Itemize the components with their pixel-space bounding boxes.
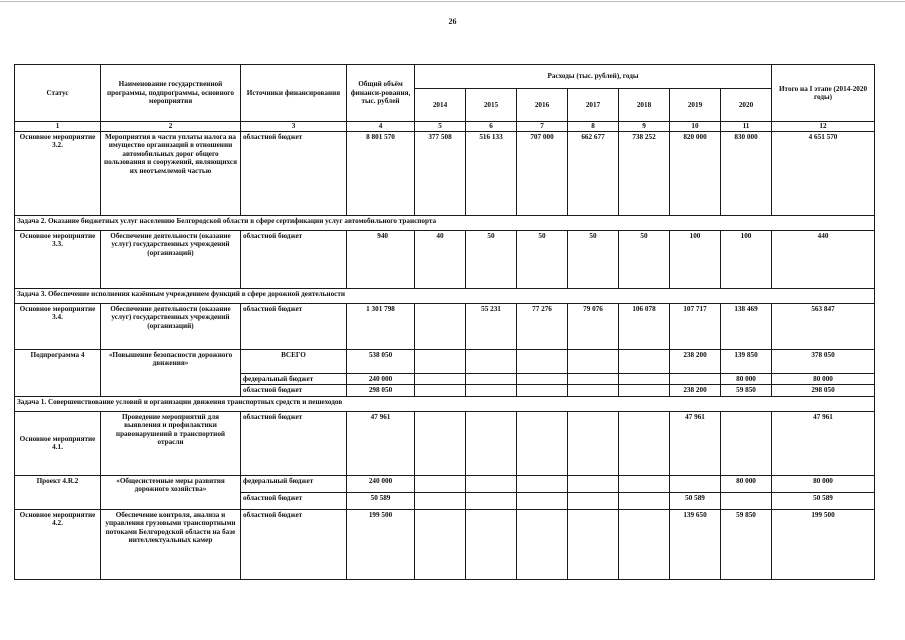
row-value [619,492,670,509]
row-status: Основное мероприятие 3.4. [15,304,101,350]
row-total: 940 [347,231,415,289]
row-source: областной бюджет [241,231,347,289]
row-stage: 47 961 [772,411,875,475]
header-row [15,65,875,89]
row-value: 738 252 [619,132,670,216]
row-value: 107 717 [670,304,721,350]
row-stage: 440 [772,231,875,289]
row-status: Подпрограмма 4 [15,350,101,397]
row-value: 55 231 [466,304,517,350]
row-status: Основное мероприятие 3.2. [15,132,101,216]
top-rule [0,1,905,2]
column-number: 8 [568,122,619,132]
row-source: областной бюджет [241,509,347,579]
row-source: ВСЕГО [241,350,347,374]
page-number: 26 [448,17,457,26]
row-stage: 199 500 [772,509,875,579]
row-stage: 563 847 [772,304,875,350]
row-value [415,385,466,396]
row-total: 8 801 570 [347,132,415,216]
row-value [568,385,619,396]
column-number: 9 [619,122,670,132]
row-value: 47 961 [670,411,721,475]
row-source: областной бюджет [241,385,347,396]
row-status: Основное мероприятие 4.2. [15,509,101,579]
row-status: Проект 4.R.2 [15,475,101,509]
row-total: 538 050 [347,350,415,374]
row-value [415,374,466,385]
section-row-task3 [15,289,875,304]
row-value [619,350,670,374]
row-value: 139 650 [670,509,721,579]
row-value: 79 076 [568,304,619,350]
column-number: 4 [347,122,415,132]
row-value: 100 [721,231,772,289]
header-year: 2018 [619,89,670,122]
row-name: Обеспечение контроля, анализа и управления грузовыми транспортными потоками Белгородской области на базе интеллектуальных камер [101,509,241,579]
header-year: 2016 [517,89,568,122]
row-value [415,492,466,509]
row-source: областной бюджет [241,132,347,216]
row-value [619,509,670,579]
row-value [466,411,517,475]
column-number: 7 [517,122,568,132]
row-value [517,350,568,374]
row-total: 240 000 [347,374,415,385]
row-value: 50 [568,231,619,289]
row-value: 50 [466,231,517,289]
column-number: 2 [101,122,241,132]
row-value [466,374,517,385]
table-row-m32 [15,132,875,216]
section-title: Задача 1. Совершенствование условий и организации движения транспортных средств и пешеходов [15,396,875,411]
row-value: 77 276 [517,304,568,350]
row-value [517,374,568,385]
row-name: Проведение мероприятий для выявления и профилактики правонарушений в транспортной отрасли [101,411,241,475]
row-value [517,492,568,509]
header-year: 2020 [721,89,772,122]
row-name: Обеспечение деятельности (оказание услуг) государственных учреждений (организаций) [101,231,241,289]
row-value: 100 [670,231,721,289]
budget-table [14,64,875,580]
row-value [619,411,670,475]
header-year: 2017 [568,89,619,122]
row-value [415,304,466,350]
column-number: 5 [415,122,466,132]
row-value [466,385,517,396]
row-value: 820 000 [670,132,721,216]
row-status: Основное мероприятие 4.1. [15,411,101,475]
row-source: федеральный бюджет [241,475,347,492]
row-value [517,385,568,396]
row-value: 50 [517,231,568,289]
row-value [415,350,466,374]
row-name: Мероприятия в части уплаты налога на имущество организаций в отношении автомобильных дорог общего пользования и сооружений, являющихся их неотъемлемой частью [101,132,241,216]
header-status: Статус [15,65,101,122]
header-stage-total: Итого на I этапе (2014-2020 годы) [772,65,875,122]
row-stage: 298 050 [772,385,875,396]
row-value: 138 469 [721,304,772,350]
row-stage: 80 000 [772,475,875,492]
row-total: 47 961 [347,411,415,475]
row-value: 59 850 [721,385,772,396]
row-value [670,374,721,385]
table-row-m33 [15,231,875,289]
row-value [568,509,619,579]
row-name: «Повышение безопасности дорожного движения» [101,350,241,397]
row-value [568,350,619,374]
row-name: «Общесистемные меры развития дорожного хозяйства» [101,475,241,509]
row-source: областной бюджет [241,304,347,350]
row-value [517,509,568,579]
row-value: 80 000 [721,475,772,492]
column-number: 3 [241,122,347,132]
row-total: 199 500 [347,509,415,579]
row-name: Обеспечение деятельности (оказание услуг) государственных учреждений (организаций) [101,304,241,350]
row-value: 516 133 [466,132,517,216]
row-value: 377 508 [415,132,466,216]
header-total: Общий объём финанси-рования, тыс. рублей [347,65,415,122]
column-number: 11 [721,122,772,132]
row-source: областной бюджет [241,492,347,509]
row-total: 298 050 [347,385,415,396]
row-value: 106 078 [619,304,670,350]
row-stage: 80 000 [772,374,875,385]
row-value [619,475,670,492]
row-value [517,475,568,492]
row-value: 238 200 [670,385,721,396]
table-row-sub4-total [15,350,875,374]
row-stage: 378 050 [772,350,875,374]
section-row-task2 [15,216,875,231]
row-value [568,374,619,385]
row-value: 707 000 [517,132,568,216]
row-value [721,492,772,509]
row-value [415,411,466,475]
header-name: Наименование государственной программы, подпрограммы, основного мероприятия [101,65,241,122]
row-source: федеральный бюджет [241,374,347,385]
row-value [415,475,466,492]
row-value [568,492,619,509]
row-value: 50 [619,231,670,289]
column-number: 1 [15,122,101,132]
row-value [466,475,517,492]
row-status: Основное мероприятие 3.3. [15,231,101,289]
row-stage: 50 589 [772,492,875,509]
table-row-m34 [15,304,875,350]
table-row-m42 [15,509,875,579]
row-value [568,475,619,492]
header-sources: Источники финансирования [241,65,347,122]
column-number: 6 [466,122,517,132]
row-value [670,475,721,492]
row-value [568,411,619,475]
header-expenses: Расходы (тыс. рублей), годы [415,65,772,89]
row-value: 830 000 [721,132,772,216]
row-value [415,509,466,579]
row-value [721,411,772,475]
row-total: 240 000 [347,475,415,492]
row-value [466,350,517,374]
row-value: 139 850 [721,350,772,374]
header-year: 2015 [466,89,517,122]
row-value [466,492,517,509]
row-source: областной бюджет [241,411,347,475]
section-row-task41 [15,396,875,411]
row-value: 80 000 [721,374,772,385]
row-value [619,374,670,385]
row-value: 50 589 [670,492,721,509]
row-value [517,411,568,475]
section-title: Задача 3. Обеспечение исполнения казённым учреждением функций в сфере дорожной деятельности [15,289,875,304]
row-value: 238 200 [670,350,721,374]
table-row-p4r2-federal [15,475,875,492]
table-row-m41 [15,411,875,475]
row-value [619,385,670,396]
column-number: 12 [772,122,875,132]
row-value: 40 [415,231,466,289]
row-value [466,509,517,579]
row-value: 662 677 [568,132,619,216]
column-number: 10 [670,122,721,132]
row-stage: 4 651 570 [772,132,875,216]
row-total: 1 301 798 [347,304,415,350]
section-title: Задача 2. Оказание бюджетных услуг населению Белгородской области в сфере сертификации услуг автомобильного транспорта [15,216,875,231]
header-year: 2019 [670,89,721,122]
row-total: 50 589 [347,492,415,509]
column-number-row [15,122,875,132]
header-year: 2014 [415,89,466,122]
row-value: 59 850 [721,509,772,579]
